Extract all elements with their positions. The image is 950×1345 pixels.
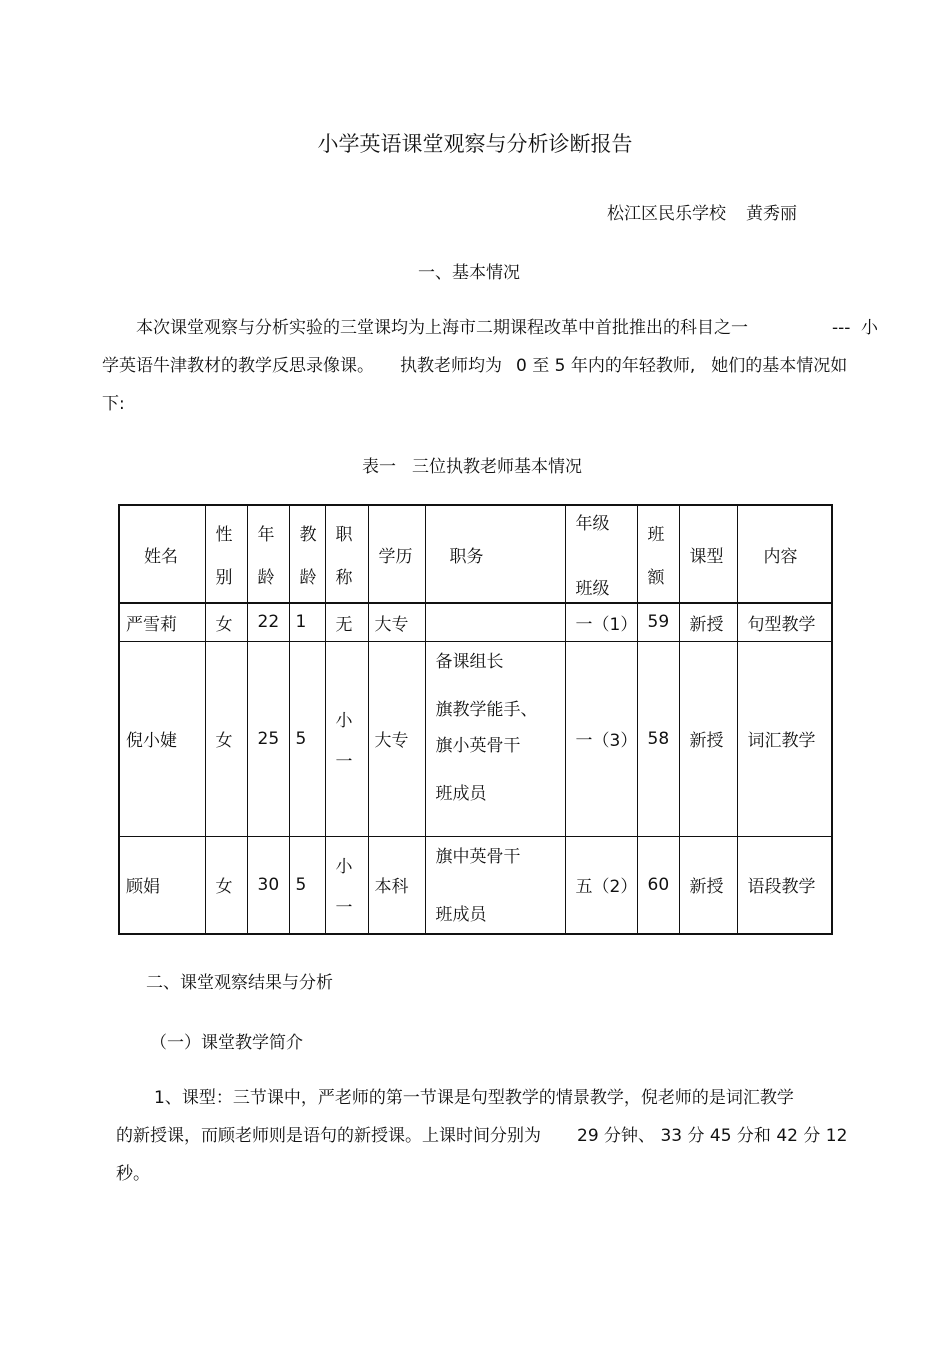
table-row — [119, 641, 832, 836]
cell-name: 严雪莉 — [119, 603, 205, 641]
paragraph1-line3: 下: — [102, 394, 125, 414]
p1l2-c: 0 至 5 年内的年轻教师, — [516, 356, 696, 376]
cell-content: 词汇教学 — [737, 641, 832, 836]
cell-gender: 女 — [205, 603, 247, 641]
header-lesson-type: 课型 — [679, 505, 737, 603]
header-class-size: 班 额 — [637, 505, 679, 603]
p1l2-b: 执教老师均为 — [400, 356, 502, 376]
cell-lesson-type: 新授 — [679, 641, 737, 836]
cell-lesson-type: 新授 — [679, 603, 737, 641]
cell-class-size: 60 — [637, 836, 679, 934]
p1l2-d: 她们的基本情况如 — [711, 356, 848, 376]
cell-title: 无 — [325, 603, 368, 641]
cell-grade-class: 五（2） — [565, 836, 637, 934]
table-caption — [362, 452, 582, 477]
paragraph2-line1: 1、课型：三节课中，严老师的第一节课是句型教学的情景教学，倪老师的是词汇教学 — [154, 1088, 794, 1108]
table-row — [119, 603, 832, 641]
cell-teach-years: 1 — [289, 603, 325, 641]
cell-teach-years: 5 — [289, 641, 325, 836]
cell-grade-class: 一（1） — [565, 603, 637, 641]
table-caption-text: 三位执教老师基本情况 — [412, 457, 582, 477]
p1l2-a: 学英语牛津教材的教学反思录像课。 — [102, 356, 374, 376]
cell-title: 小 一 — [325, 641, 368, 836]
paragraph1-line1-end: 小 — [861, 318, 878, 338]
cell-teach-years: 5 — [289, 836, 325, 934]
paragraph2-line3: 秒。 — [116, 1164, 150, 1184]
cell-education: 大专 — [368, 603, 425, 641]
subsection1-heading: （一）课堂教学简介 — [150, 1033, 303, 1053]
section2-heading: 二、课堂观察结果与分析 — [146, 973, 333, 993]
cell-education: 本科 — [368, 836, 425, 934]
cell-position — [425, 603, 565, 641]
cell-title: 小 一 — [325, 836, 368, 934]
header-gender: 性 别 — [205, 505, 247, 603]
header-teach-years: 教 龄 — [289, 505, 325, 603]
cell-age: 25 — [247, 641, 289, 836]
cell-gender: 女 — [205, 641, 247, 836]
cell-grade-class: 一（3） — [565, 641, 637, 836]
table-row — [119, 836, 832, 934]
table-header-row — [119, 505, 832, 603]
cell-class-size: 59 — [637, 603, 679, 641]
cell-gender: 女 — [205, 836, 247, 934]
section1-heading: 一、基本情况 — [418, 263, 520, 283]
teachers-table — [118, 504, 833, 935]
header-position: 职务 — [425, 505, 565, 603]
cell-age: 22 — [247, 603, 289, 641]
cell-name: 顾娟 — [119, 836, 205, 934]
author-name: 黄秀丽 — [746, 204, 797, 224]
cell-position: 旗中英骨干 班成员 — [425, 836, 565, 934]
cell-content: 句型教学 — [737, 603, 832, 641]
header-content: 内容 — [737, 505, 832, 603]
header-name: 姓名 — [119, 505, 205, 603]
paragraph1-line1: 本次课堂观察与分析实验的三堂课均为上海市二期课程改革中首批推出的科目之一 — [136, 318, 748, 338]
cell-education: 大专 — [368, 641, 425, 836]
p2l2-b: 29 分钟、 33 分 45 分和 42 分 12 — [577, 1126, 848, 1146]
header-education: 学历 — [368, 505, 425, 603]
table-caption-number: 表一 — [362, 457, 396, 477]
paragraph1-line2 — [102, 356, 847, 376]
p2l2-a: 的新授课，而顾老师则是语句的新授课。上课时间分别为 — [116, 1126, 541, 1146]
paragraph2-line2 — [116, 1126, 847, 1146]
cell-content: 语段教学 — [737, 836, 832, 934]
cell-position: 备课组长 旗教学能手、 旗小英骨干 班成员 — [425, 641, 565, 836]
header-title: 职 称 — [325, 505, 368, 603]
header-age: 年 龄 — [247, 505, 289, 603]
header-grade-class: 年级 班级 — [565, 505, 637, 603]
cell-age: 30 — [247, 836, 289, 934]
author-school: 松江区民乐学校 — [607, 204, 726, 224]
paragraph1-dash: --- — [832, 318, 851, 338]
cell-class-size: 58 — [637, 641, 679, 836]
cell-lesson-type: 新授 — [679, 836, 737, 934]
cell-name: 倪小婕 — [119, 641, 205, 836]
author-line — [607, 199, 797, 224]
document-title: 小学英语课堂观察与分析诊断报告 — [317, 132, 633, 156]
